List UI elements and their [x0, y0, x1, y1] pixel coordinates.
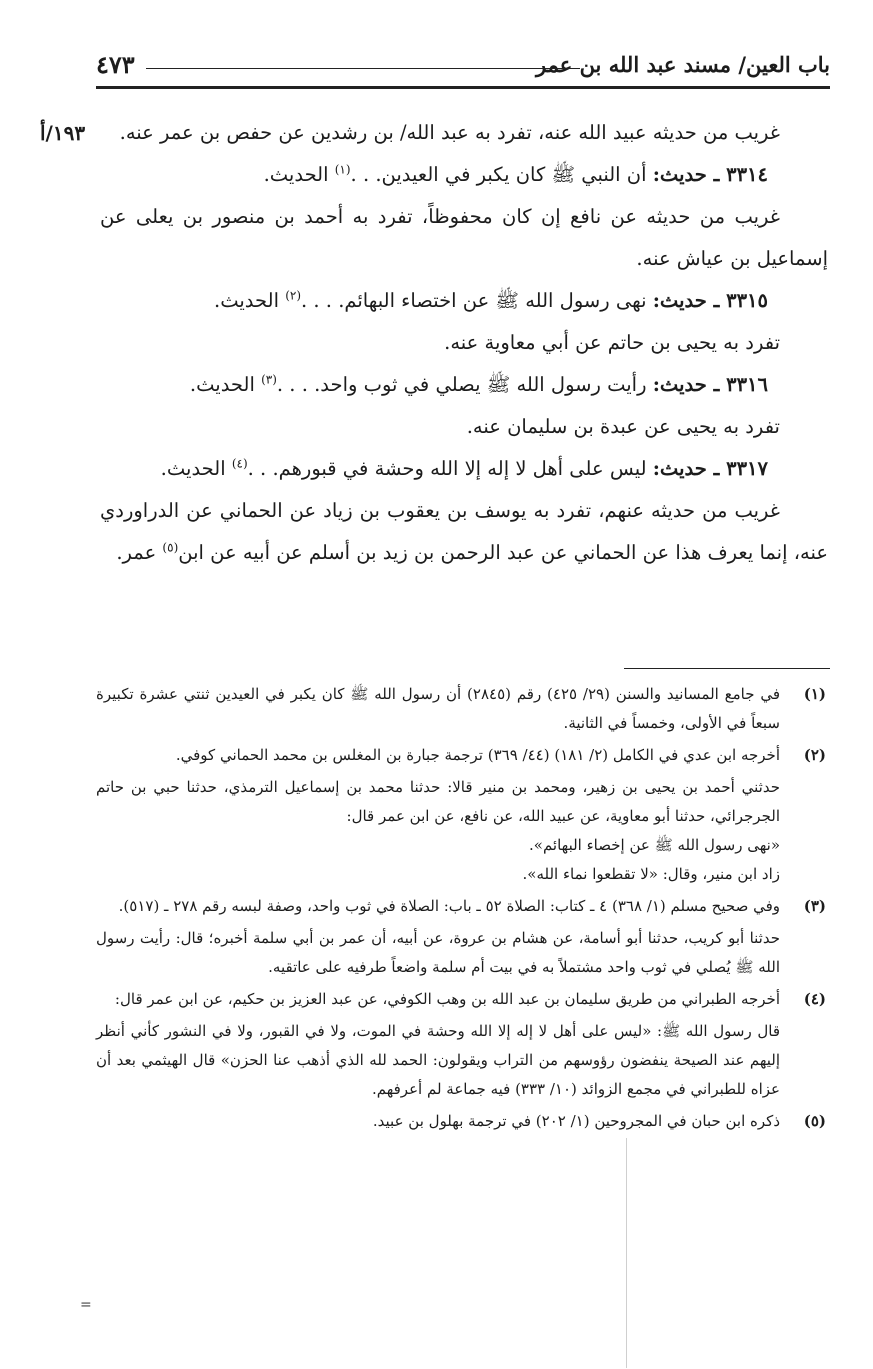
- hadith-text: نهى رسول الله ﷺ عن اختصاء البهائم. . . .: [301, 289, 653, 312]
- footnote-4: [96, 985, 828, 1104]
- edge-mark: =: [80, 1297, 92, 1313]
- manuscript-folio-note: ١٩٣/أ: [40, 121, 86, 145]
- header-rule: [96, 86, 830, 89]
- footnote-ref[interactable]: (٢): [285, 288, 302, 303]
- footnote-text: ذكره ابن حبان في المجروحين (١/ ٢٠٢) في ترجمة بهلول بن عبيد.: [372, 1112, 780, 1130]
- footnote-text: أخرجه ابن عدي في الكامل (٢/ ١٨١) (٤٤/ ٣٦٩) ترجمة جبارة بن المغلس بن محمد الحماني كوفي.: [175, 746, 780, 764]
- footnote-5: [96, 1107, 828, 1136]
- footnote-isnad: حدثني أحمد بن يحيى بن زهير، ومحمد بن منير قالا: حدثنا محمد بن إسماعيل الترمذي، حدثنا حبي بن حاتم الجرجرائي، حدثنا أبو معاوية، عن عبيد الله، عن نافع، عن ابن عمر قال:: [96, 778, 780, 825]
- hadith-3317: [100, 448, 828, 490]
- footnote-ref[interactable]: (٥): [162, 540, 179, 555]
- footnote-1: [96, 680, 828, 738]
- main-text: [40, 112, 828, 574]
- footnote-text: في جامع المسانيد والسنن (٢٩/ ٤٢٥) رقم (٢٨٤٥) أن رسول الله ﷺ كان يكبر في العيدين ثنتي عشرة تكبيرة سبعاً في الأولى، وخمساً في الثانية.: [96, 685, 781, 732]
- hadith-text: رأيت رسول الله ﷺ يصلي في ثوب واحد. . . .: [276, 373, 653, 396]
- footnote-number: (١): [803, 685, 826, 703]
- footnotes: [96, 680, 828, 1139]
- footnote-text: أخرجه الطبراني من طريق سليمان بن عبد الله بن وهب الكوفي، عن عبد العزيز بن حكيم، عن ابن عمر قال:: [114, 990, 780, 1008]
- hadith-text-end: الحديث.: [160, 457, 232, 480]
- hadith-number: ٣٣١٧ ـ حديث:: [652, 457, 768, 480]
- hadith-number: ٣٣١٦ ـ حديث:: [652, 373, 768, 396]
- footnote-quote: قال رسول الله ﷺ: «ليس على أهل لا إله إلا الله وحشة في الموت، ولا في القبور، ولا في النشور كأني أنظر إليهم عند الصيحة ينفضون رؤوسهم من التراب ويقولون: الحمد لله الذي أذهب عنا الحزن» قال الهيثمي بعد أن عزاه للطبراني في مجمع الزوائد (١٠/ ٣٣٣) فيه جماعة لم أعرفهم.: [96, 1022, 780, 1098]
- hadith-3316: [100, 364, 828, 406]
- footnote-number: (٥): [803, 1112, 826, 1130]
- footnote-addition: زاد ابن منير، وقال: «لا تقطعوا نماء الله».: [522, 865, 780, 883]
- hadith-text-end: الحديث.: [214, 289, 286, 312]
- hadith-comment: تفرد به يحيى بن حاتم عن أبي معاوية عنه.: [444, 331, 780, 354]
- footnote-number: (٣): [803, 897, 826, 915]
- chapter-title: باب العين/ مسند عبد الله بن عمر: [536, 52, 830, 77]
- hadith-comment: تفرد به يحيى عن عبدة بن سليمان عنه.: [466, 415, 780, 438]
- footnote-number: (٢): [803, 746, 826, 764]
- footnote-3: [96, 892, 828, 982]
- page-number: ٤٧٣: [96, 50, 135, 79]
- footnote-2: [96, 741, 828, 889]
- footnote-ref[interactable]: (٤): [231, 456, 248, 471]
- running-header: [96, 44, 830, 84]
- hadith-text: ليس على أهل لا إله إلا الله وحشة في قبورهم. . .: [247, 457, 653, 480]
- hadith-number: ٣٣١٤ ـ حديث:: [652, 163, 768, 186]
- final-comment-end: عمر.: [116, 541, 163, 564]
- hadith-text-end: الحديث.: [189, 373, 262, 396]
- hadith-text-end: الحديث.: [263, 163, 335, 186]
- final-comment: [100, 490, 828, 574]
- scan-crop-line: [626, 1138, 627, 1368]
- footnote-quote: «نهى رسول الله ﷺ عن إخصاء البهائم».: [529, 836, 780, 854]
- header-dash: [146, 68, 580, 69]
- hadith-comment: غريب من حديثه عن نافع إن كان محفوظاً، تفرد به أحمد بن منصور بن يعلى عن إسماعيل بن عياش عنه.: [100, 205, 828, 270]
- hadith-3315: [100, 280, 828, 322]
- footnote-number: (٤): [803, 990, 826, 1008]
- footnote-separator: [624, 668, 830, 669]
- footnote-ref[interactable]: (٣): [261, 372, 277, 387]
- footnote-isnad: حدثنا أبو كريب، حدثنا أبو أسامة، عن هشام بن عروة، عن أبيه، أن عمر بن أبي سلمة أخبره؛ قال: رأيت رسول الله ﷺ يُصلي في ثوب واحد مشتملاً به في بيت أم سلمة واضعاً طرفيه على عاتقيه.: [96, 929, 780, 976]
- footnote-ref[interactable]: (١): [334, 162, 351, 177]
- hadith-3314: [100, 154, 828, 196]
- intro-paragraph: غريب من حديثه عبيد الله عنه، تفرد به عبد الله/ بن رشدين عن حفص بن عمر عنه.: [119, 121, 780, 144]
- final-comment-text: غريب من حديثه عنهم، تفرد به يوسف بن يعقوب بن زياد عن الحماني عن الدراوردي عنه، إنما يعرف هذا عن الحماني عن عبد الرحمن بن زيد بن أسلم عن أبيه عن ابن: [100, 499, 828, 564]
- footnote-text: وفي صحيح مسلم (١/ ٣٦٨) ٤ ـ كتاب: الصلاة ٥٢ ـ باب: الصلاة في ثوب واحد، وصفة لبسه رقم ٢٧٨ ـ (٥١٧).: [118, 897, 780, 915]
- hadith-number: ٣٣١٥ ـ حديث:: [652, 289, 768, 312]
- hadith-text: أن النبي ﷺ كان يكبر في العيدين. . .: [350, 163, 653, 186]
